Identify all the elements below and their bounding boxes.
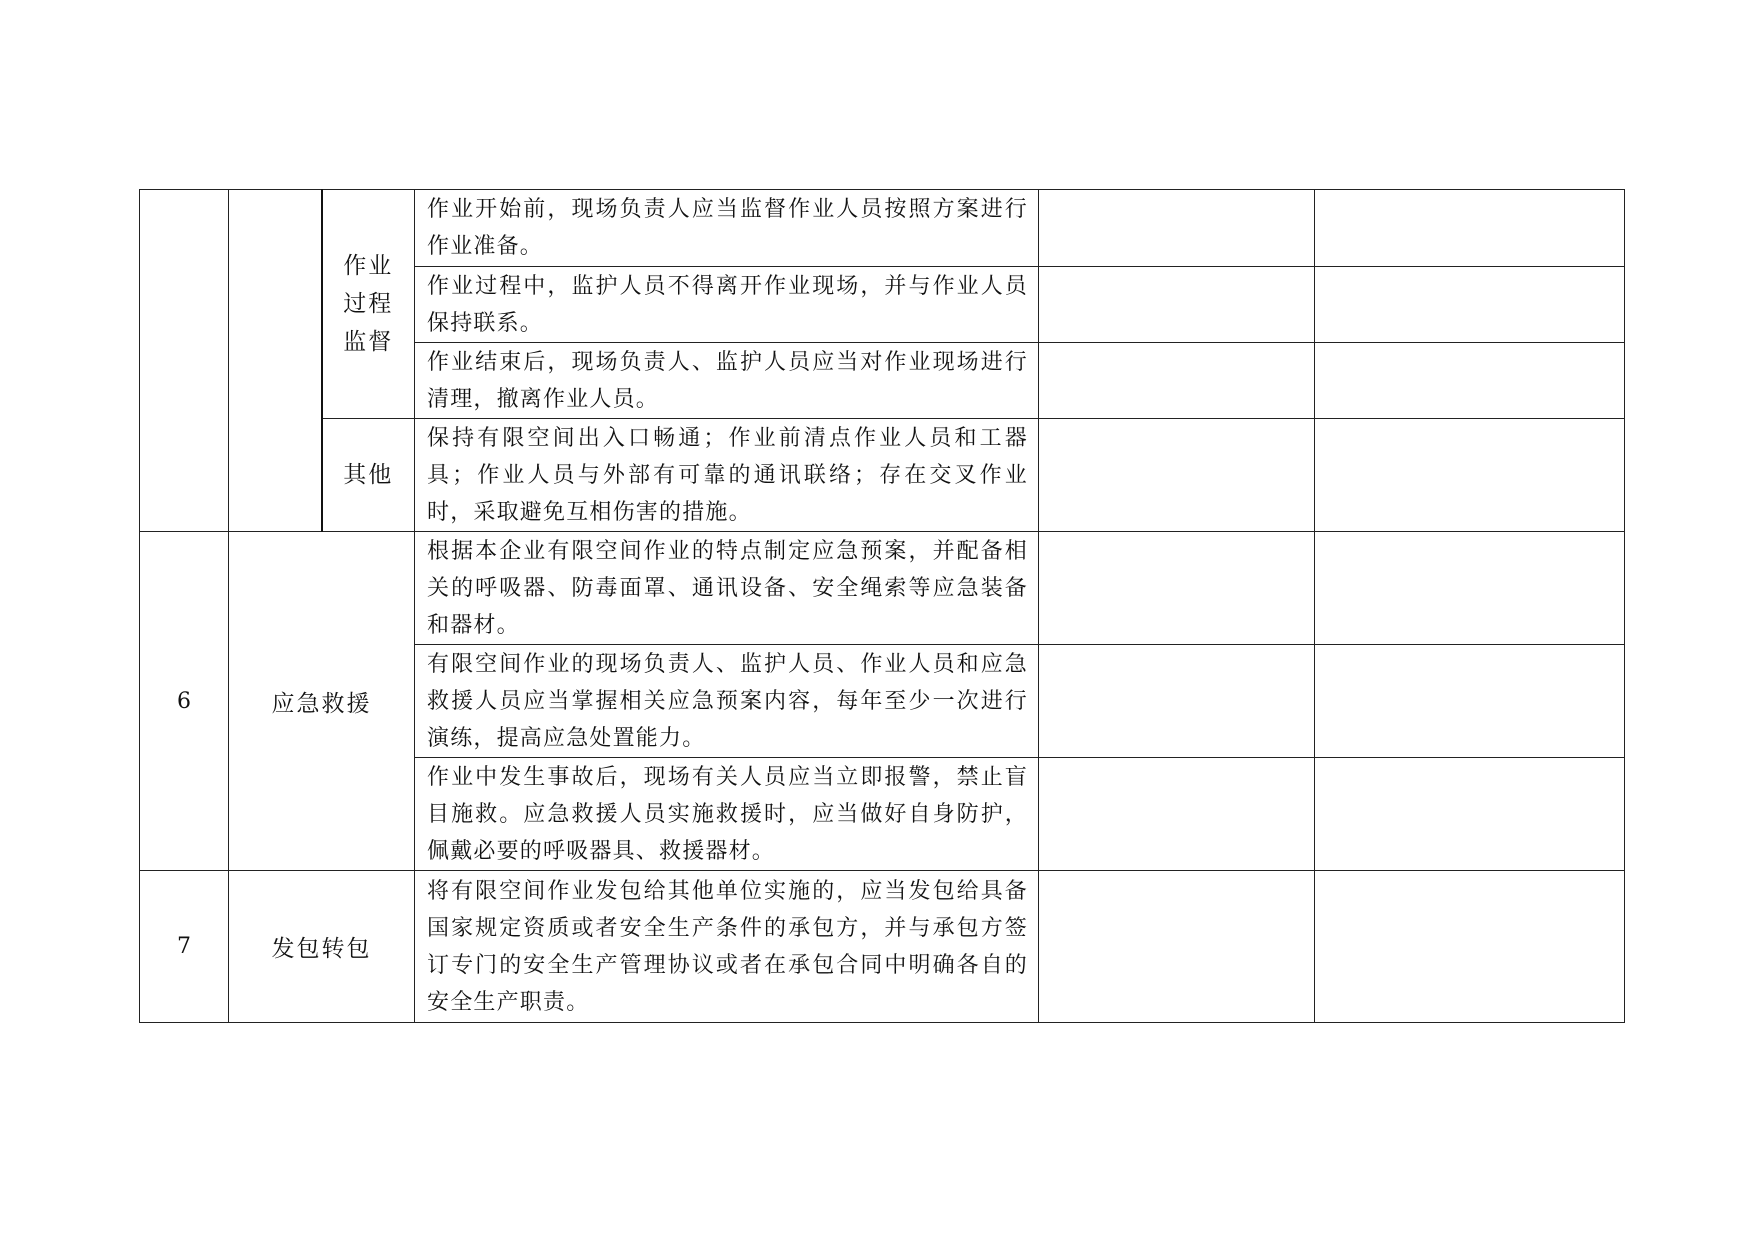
table-row [140,190,1625,267]
inspection-checklist-table [139,189,1625,1023]
continued-number-cell [140,190,229,532]
requirement-content-cell: 作业中发生事故后，现场有关人员应当立即报警，禁止盲目施救。应急救援人员实施救援时，应当做好自身防护，佩戴必要的呼吸器具、救援器材。 [415,758,1039,871]
subitem-label-line: 过程 [343,291,394,317]
continued-item-cell [229,190,322,532]
remarks-cell[interactable] [1315,871,1625,1023]
remarks-cell[interactable] [1315,267,1625,343]
requirement-content-cell: 将有限空间作业发包给其他单位实施的，应当发包给具备国家规定资质或者安全生产条件的承包方，并与承包方签订专门的安全生产管理协议或者在承包合同中明确各自的安全生产职责。 [415,871,1039,1023]
remarks-cell[interactable] [1315,419,1625,532]
table-row [140,419,1625,532]
subitem-label-line: 监督 [343,329,394,355]
requirement-content-cell: 保持有限空间出入口畅通；作业前清点作业人员和工器具；作业人员与外部有可靠的通讯联络；存在交叉作业时，采取避免互相伤害的措施。 [415,419,1039,532]
remarks-cell[interactable] [1315,645,1625,758]
requirement-content-cell: 作业开始前，现场负责人应当监督作业人员按照方案进行作业准备。 [415,190,1039,267]
requirement-content-cell: 作业结束后，现场负责人、监护人员应当对作业现场进行清理，撤离作业人员。 [415,343,1039,419]
requirement-content-cell: 有限空间作业的现场负责人、监护人员、作业人员和应急救援人员应当掌握相关应急预案内容，每年至少一次进行演练，提高应急处置能力。 [415,645,1039,758]
remarks-cell[interactable] [1315,343,1625,419]
subitem-other-cell: 其他 [322,419,415,532]
remarks-cell[interactable] [1315,758,1625,871]
requirement-content-cell: 根据本企业有限空间作业的特点制定应急预案，并配备相关的呼吸器、防毒面罩、通讯设备、安全绳索等应急装备和器材。 [415,532,1039,645]
subitem-monitoring-cell [322,190,415,419]
check-result-cell[interactable] [1039,871,1315,1023]
check-result-cell[interactable] [1039,190,1315,267]
table-row [140,532,1625,645]
check-result-cell[interactable] [1039,532,1315,645]
subitem-label-line: 作业 [343,253,394,279]
remarks-cell[interactable] [1315,532,1625,645]
item-name-cell: 发包转包 [229,871,415,1023]
remarks-cell[interactable] [1315,190,1625,267]
item-number-cell: 7 [140,871,229,1023]
check-result-cell[interactable] [1039,419,1315,532]
item-name-cell: 应急救援 [229,532,415,871]
requirement-content-cell: 作业过程中，监护人员不得离开作业现场，并与作业人员保持联系。 [415,267,1039,343]
check-result-cell[interactable] [1039,343,1315,419]
table-row [140,871,1625,1023]
check-result-cell[interactable] [1039,267,1315,343]
item-number-cell: 6 [140,532,229,871]
check-result-cell[interactable] [1039,645,1315,758]
check-result-cell[interactable] [1039,758,1315,871]
